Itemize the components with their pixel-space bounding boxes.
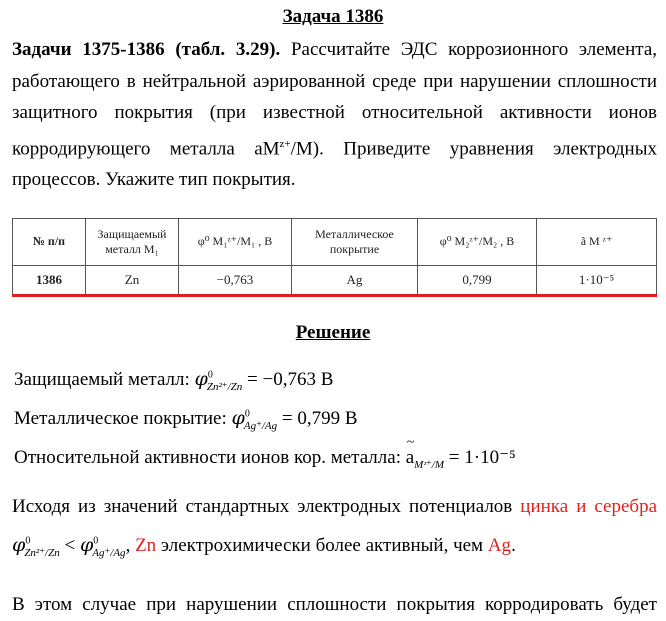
task-bold-lead: Задачи 1375-1386 (табл. 3.29). [12,39,281,60]
standard-sup: 0 [244,408,250,420]
given-label: Металлическое покрытие: [14,408,227,429]
given-value: = 1·10⁻⁵ [448,447,516,468]
inequality-op: < [64,535,76,556]
activity-symbol: a ~ [405,435,415,468]
analysis-text: Исходя из значений стандартных электродных потенциалов [12,496,513,517]
table-cell: Ag [292,265,418,295]
table-header: № п/п [13,219,86,266]
statement-line: процессов. Укажите тип покрытия. [12,169,296,191]
analysis-text: электрохимически более активный, чем [160,535,484,556]
phi-symbol: φ [231,407,245,429]
task-title: Задача 1386 [282,6,384,27]
charge-sup: z+ [279,137,291,150]
standard-sup: 0 [207,369,213,381]
table-cell: 1·10⁻⁵ [537,265,657,295]
given-label: Относительной активности ионов кор. металла: [14,447,401,468]
activity-sub: Mᶻ⁺/M [414,458,445,471]
given-value: = −0,763 В [247,369,334,390]
analysis-line-3: В этом случае при нарушении сплошности покрытия корродировать будет [12,594,657,615]
phi-symbol: φ [79,534,94,556]
analysis-highlight: цинка и серебра [520,496,657,517]
table-cell: Zn [86,265,179,295]
statement-line: работающего в нейтральной аэрированной среде при нарушении сплошности [12,70,657,92]
potential-sub: Ag⁺/Ag [243,419,278,432]
task-statement [12,34,657,196]
table-cell: −0,763 [179,265,292,295]
phi-symbol: φ [194,368,208,390]
table-cell: 0,799 [418,265,537,295]
zn-highlight: Zn [135,535,157,556]
given-value: = 0,799 В [281,408,358,429]
solution-title: Решение [295,322,371,343]
given-protected [14,368,333,393]
statement-line: защитного покрытия (при известной относительной активности ионов [12,102,657,123]
table-header: φ⁰ M₂ᶻ⁺/M₂ , В [418,219,537,266]
analysis-line-2: $\varphi^0_{Zn^{2+}/Zn} < \varphi^0_{Ag^+/Ag}$, Zn электрохимически более активный, чем Ag. [12,534,516,559]
given-activity [14,435,516,471]
potential-sub: Ag⁺/Ag [92,546,126,559]
table-header: Защищаемый металл M₁ [86,219,179,266]
given-label: Защищаемый металл: [14,369,190,390]
table-cell: 1386 [13,265,86,295]
table-underline [12,294,657,297]
statement-line: /М). Приведите уравнения электродных [290,137,657,159]
given-coating [14,407,358,432]
standard-sup: 0 [25,535,31,547]
ag-highlight: Ag [487,535,512,556]
statement-line: корродирующего металла аM [12,137,280,159]
analysis-line-1 [12,491,657,523]
standard-sup: 0 [93,535,99,547]
table-header: φ⁰ M₁ᶻ⁺/M₁ , В [179,219,292,266]
potential-sub: Zn²⁺/Zn [24,546,60,559]
phi-symbol: φ [12,534,26,556]
data-table [12,218,657,296]
potential-sub: Zn²⁺/Zn [206,380,243,393]
table-header: ã M ᶻ⁺ [537,219,657,266]
statement-line: Рассчитайте ЭДС коррозионного элемента, [290,39,657,60]
table-header: Металлическое покрытие [292,219,418,266]
